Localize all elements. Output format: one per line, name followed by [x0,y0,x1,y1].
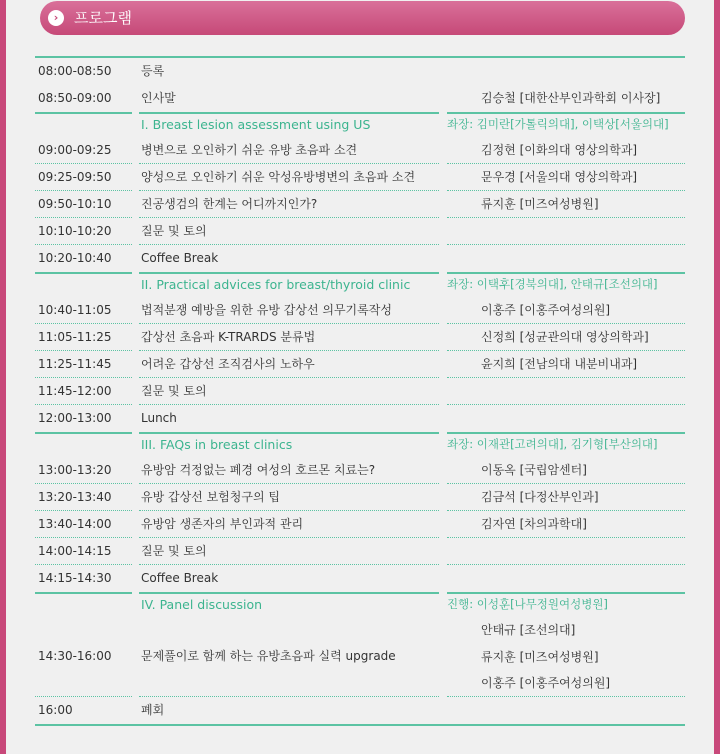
talk-title: 질문 및 토의 [141,544,207,558]
schedule-row [35,245,685,272]
talk-title: 병변으로 오인하기 쉬운 유방 초음파 소견 [141,143,358,157]
time-slot: 16:00 [38,703,73,717]
schedule-row [35,324,685,351]
schedule-row [35,137,685,164]
time-slot: 10:40-11:05 [38,303,112,317]
time-slot: 14:00-14:15 [38,544,112,558]
speaker: 김승철 [대한산부인과학회 이사장] [481,91,661,105]
session-chair: 좌장: 이재관[고려의대], 김기형[부산의대] [447,437,658,451]
time-slot: 08:50-09:00 [38,91,112,105]
session-row [35,432,685,457]
page-title: 프로그램 [74,9,132,27]
session-rule [35,432,132,434]
time-slot: 14:15-14:30 [38,571,112,585]
speaker: 윤지희 [전남의대 내분비내과] [481,357,638,371]
talk-title: 갑상선 초음파 K-TRARDS 분류법 [141,330,316,344]
session-title: II. Practical advices for breast/thyroid clinic [141,277,411,292]
speaker: 류지훈 [미즈여성병원] [481,649,599,664]
time-slot: 08:00-08:50 [38,64,112,78]
time-slot: 13:00-13:20 [38,463,112,477]
speaker: 김자연 [차의과학대] [481,517,587,531]
time-slot: 13:40-14:00 [38,517,112,531]
schedule-row [35,617,685,697]
speaker: 이홍주 [이홍주여성의원] [481,676,611,690]
time-slot: 13:20-13:40 [38,490,112,504]
program-table [35,56,685,726]
talk-title: 질문 및 토의 [141,224,207,238]
talk-title: 폐회 [141,703,165,717]
talk-title: 유방암 걱정없는 폐경 여성의 호르몬 치료는? [141,463,376,477]
table-bottom-rule [35,724,685,726]
schedule-row [35,297,685,324]
schedule-row [35,164,685,191]
session-chair: 좌장: 이택후[경북의대], 안태규[조선의대] [447,277,658,291]
talk-title: 질문 및 토의 [141,384,207,398]
session-title: III. FAQs in breast clinics [141,437,293,452]
schedule-row [35,191,685,218]
schedule-row [35,58,685,85]
talk-title: 유방 갑상선 보험청구의 팁 [141,490,280,504]
session-row [35,592,685,617]
time-slot: 12:00-13:00 [38,411,112,425]
time-slot: 10:20-10:40 [38,251,112,265]
time-slot: 11:25-11:45 [38,357,112,371]
schedule-row [35,405,685,432]
session-rule [35,112,132,114]
schedule-row [35,697,685,724]
talk-title: Lunch [141,411,177,425]
talk-title: 양성으로 오인하기 쉬운 악성유방병변의 초음파 소견 [141,170,416,184]
talk-title: 문제풀이로 함께 하는 유방초음파 실력 upgrade [141,649,396,663]
speaker: 이홍주 [이홍주여성의원] [481,303,611,317]
speaker: 문우경 [서울의대 영상의학과] [481,170,638,184]
talk-title: 인사말 [141,91,176,105]
time-slot: 09:25-09:50 [38,170,112,184]
speaker-list [481,617,610,697]
schedule-row [35,511,685,538]
time-slot: 11:45-12:00 [38,384,112,398]
time-slot: 09:50-10:10 [38,197,112,211]
time-slot: 11:05-11:25 [38,330,112,344]
schedule-row [35,85,685,112]
talk-title: 진공생검의 한계는 어디까지인가? [141,197,318,211]
session-rule [35,272,132,274]
time-slot: 10:10-10:20 [38,224,112,238]
speaker: 류지훈 [미즈여성병원] [481,197,599,211]
session-row [35,272,685,297]
schedule-row [35,538,685,565]
speaker: 김금석 [다정산부인과] [481,490,599,504]
schedule-row [35,457,685,484]
speaker: 안태규 [조선의대] [481,623,576,637]
schedule-row [35,218,685,245]
talk-title: 등록 [141,64,165,78]
talk-title: 유방암 생존자의 부인과적 관리 [141,517,304,531]
session-title: I. Breast lesion assessment using US [141,117,371,132]
schedule-row [35,565,685,592]
speaker: 이동옥 [국립암센터] [481,463,587,477]
talk-title: Coffee Break [141,571,219,585]
time-slot: 14:30-16:00 [38,649,112,663]
schedule-row [35,351,685,378]
schedule-rows [35,58,685,724]
time-slot: 09:00-09:25 [38,143,112,157]
left-frame-border [0,0,6,754]
talk-title: 어려운 갑상선 조직검사의 노하우 [141,357,315,371]
schedule-row [35,484,685,511]
session-rule [35,592,132,594]
chevron-right-icon: › [48,10,64,26]
talk-title: 법적분쟁 예방을 위한 유방 갑상선 의무기록작성 [141,303,392,317]
session-row [35,112,685,137]
right-frame-border [714,0,720,754]
session-chair: 좌장: 김미란[가톨릭의대], 이택상[서울의대] [447,117,669,131]
speaker: 김정현 [이화의대 영상의학과] [481,143,638,157]
program-header [40,1,685,35]
speaker: 신정희 [성균관의대 영상의학과] [481,330,649,344]
session-title: IV. Panel discussion [141,597,263,612]
schedule-row [35,378,685,405]
session-chair: 진행: 이성훈[나무정원여성병원] [447,597,608,611]
talk-title: Coffee Break [141,251,219,265]
